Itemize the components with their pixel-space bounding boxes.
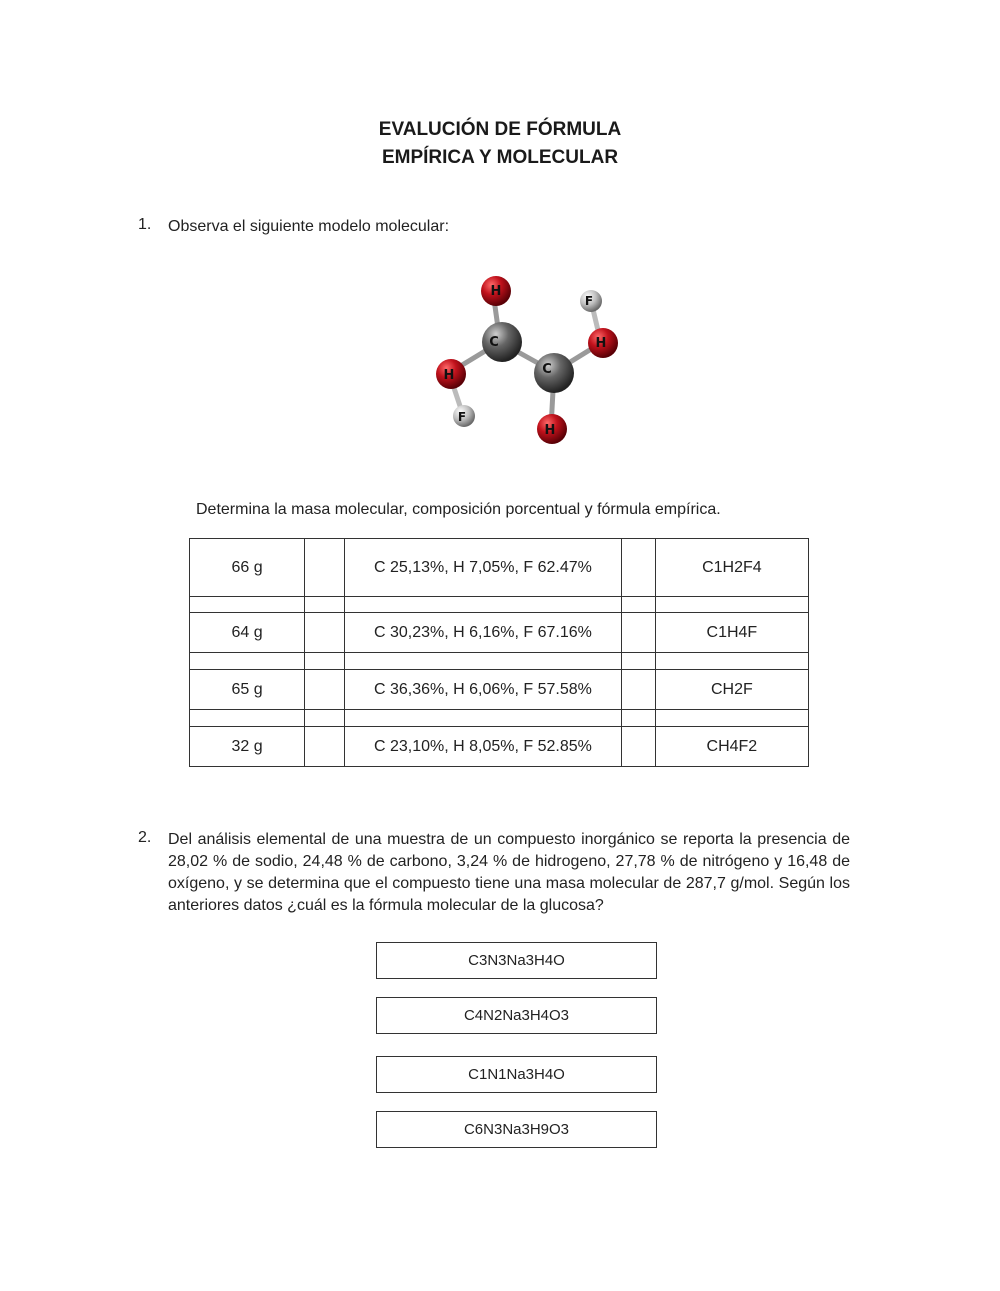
formula-cell: C1H2F4 bbox=[655, 539, 808, 597]
atom-h-bottom bbox=[537, 414, 567, 444]
answer-option[interactable]: C3N3Na3H4O bbox=[376, 942, 657, 979]
answer-option[interactable]: C4N2Na3H4O3 bbox=[376, 997, 657, 1034]
atom-h-left bbox=[436, 359, 466, 389]
spacer-row bbox=[190, 653, 809, 670]
page-title bbox=[0, 116, 1000, 172]
mass-cell: 65 g bbox=[190, 670, 305, 710]
composition-cell: C 23,10%, H 8,05%, F 52.85% bbox=[345, 727, 621, 767]
title-line-1: EVALUCIÓN DE FÓRMULA bbox=[378, 119, 622, 140]
answer-option[interactable]: C1N1Na3H4O bbox=[376, 1056, 657, 1093]
drop-slot-left[interactable] bbox=[305, 539, 345, 597]
svg-text:H: H bbox=[490, 284, 502, 299]
svg-text:C: C bbox=[542, 362, 552, 377]
atom-h-top bbox=[481, 276, 511, 306]
question-1-number: 1. bbox=[138, 216, 152, 233]
molecule-model-image bbox=[420, 270, 630, 455]
drop-slot-left[interactable] bbox=[305, 613, 345, 653]
table-row bbox=[190, 727, 809, 767]
svg-text:F: F bbox=[457, 410, 467, 424]
atom-c-right bbox=[534, 353, 574, 393]
question-1-text: Observa el siguiente modelo molecular: bbox=[168, 218, 450, 235]
question-2-number: 2. bbox=[138, 829, 152, 846]
atom-h-right bbox=[588, 328, 618, 358]
table-row bbox=[190, 613, 809, 653]
svg-text:C: C bbox=[489, 335, 499, 350]
drop-slot-left[interactable] bbox=[305, 670, 345, 710]
drop-slot-left[interactable] bbox=[305, 727, 345, 767]
composition-cell: C 30,23%, H 6,16%, F 67.16% bbox=[345, 613, 621, 653]
question-1-instruction: Determina la masa molecular, composición porcentual y fórmula empírica. bbox=[196, 501, 721, 518]
drop-slot-right[interactable] bbox=[621, 727, 655, 767]
answer-option[interactable]: C6N3Na3H9O3 bbox=[376, 1111, 657, 1148]
bonds bbox=[449, 292, 601, 428]
table-row bbox=[190, 539, 809, 597]
question-2-text: Del análisis elemental de una muestra de un compuesto inorgánico se reporta la presencia de 28,02 % de sodio, 24,48 % de carbono, 3,24 % de hidrogeno, 27,78 % de nitrógeno y 16,48 de oxígeno, y se determina que el compuesto tiene una masa molecular de 287,7 g/mol. Según los anteriores datos ¿cuál es la fórmula molecular de la glucosa? bbox=[168, 831, 850, 914]
spacer-row bbox=[190, 597, 809, 613]
mass-cell: 66 g bbox=[190, 539, 305, 597]
atom-f-bottom-left bbox=[453, 405, 475, 427]
svg-text:F: F bbox=[584, 294, 594, 308]
mass-cell: 64 g bbox=[190, 613, 305, 653]
answer-matching-table bbox=[189, 538, 809, 767]
svg-text:H: H bbox=[544, 423, 556, 438]
svg-text:H: H bbox=[443, 368, 455, 383]
composition-cell: C 36,36%, H 6,06%, F 57.58% bbox=[345, 670, 621, 710]
formula-cell: C1H4F bbox=[655, 613, 808, 653]
drop-slot-right[interactable] bbox=[621, 539, 655, 597]
spacer-row bbox=[190, 710, 809, 727]
drop-slot-right[interactable] bbox=[621, 613, 655, 653]
composition-cell: C 25,13%, H 7,05%, F 62.47% bbox=[345, 539, 621, 597]
atom-f-top-right bbox=[580, 290, 602, 312]
title-line-2: EMPÍRICA Y MOLECULAR bbox=[381, 147, 619, 168]
formula-cell: CH2F bbox=[655, 670, 808, 710]
mass-cell: 32 g bbox=[190, 727, 305, 767]
drop-slot-right[interactable] bbox=[621, 670, 655, 710]
svg-text:H: H bbox=[595, 336, 607, 351]
table-row bbox=[190, 670, 809, 710]
formula-cell: CH4F2 bbox=[655, 727, 808, 767]
atom-c-left bbox=[482, 322, 522, 362]
